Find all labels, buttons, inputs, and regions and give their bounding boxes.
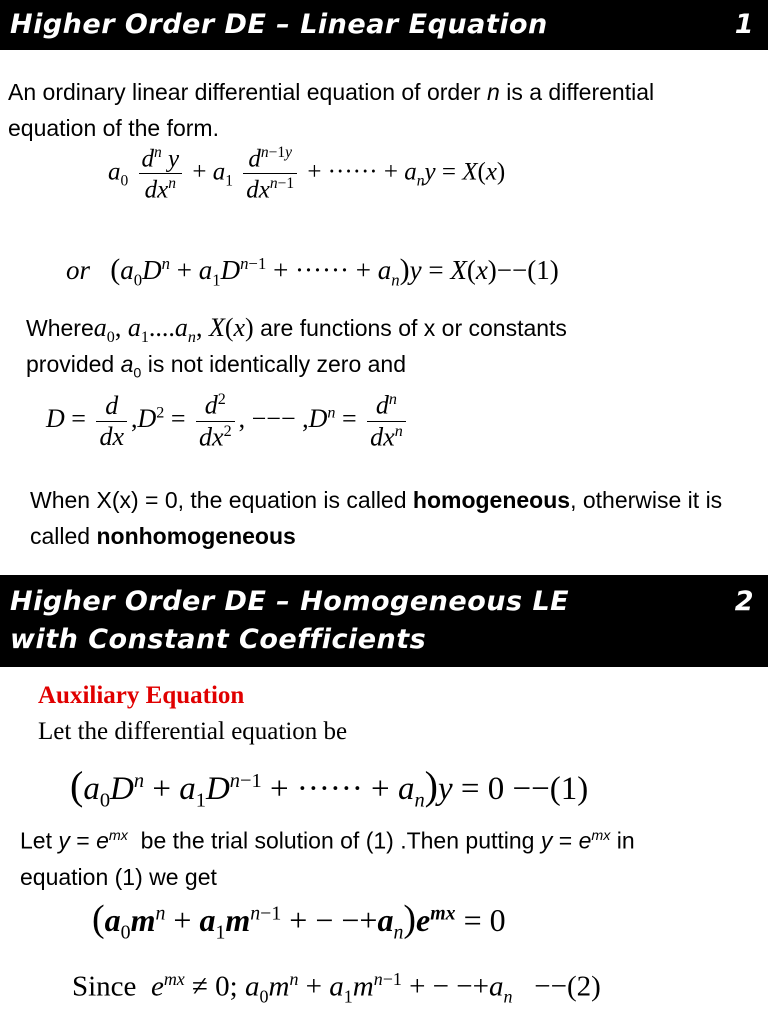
slide2-title-line1: Higher Order DE – Homogeneous LE: [10, 586, 570, 617]
equation-homogeneous: ($a_0D^n + a_1D^{n-1}$ + ······ + $a_n)y = 0 --(1)$: [70, 763, 589, 812]
slide2-number: 2: [734, 586, 754, 617]
equation-general-form: $a_0$ $\frac{d^n y}{dx^n}$ + $a_1$ $\frac{d^{n-1y}}{dx^{n-1}}$ + ······ + $a_ny = X(x)$: [108, 144, 506, 204]
equation-since: Since $e^{mx} \ne 0$; $a_0m^n + a_1m^{n-1}$ + − $-+a_n --(2)$: [72, 969, 601, 1007]
auxiliary-equation-heading: Auxiliary Equation: [38, 682, 245, 709]
let-text: Let the differential equation be: [38, 718, 348, 745]
equation-operator-form: or ($a_0D^n + a_1D^{n-1}$ + ······ + $a_n)y = X(x)--(1)$: [66, 253, 559, 290]
trial-solution-text: Let $y = e^{mx}$ be the trial solution of (1) .Then putting $y = e^{mx}$ in equation (1) we get: [20, 827, 635, 890]
provided-line: provided $a_0$ is not identically zero and: [26, 351, 407, 382]
operator-definitions: D = $\frac{d}{dx}$ $,D^2$ = $\frac{d^2}{dx^2}$ , −−− $,D^n$ = $\frac{d^n}{dx^n}$: [46, 392, 410, 450]
homogeneous-term: homogeneous: [412, 487, 571, 513]
slide1-number: 1: [734, 9, 754, 40]
slide2-title-bar: [0, 575, 768, 667]
nonhomogeneous-term: nonhomogeneous: [96, 523, 296, 549]
slide2-title-line2: with Constant Coefficients: [10, 624, 427, 655]
where-line: Wherea$_0$, $a_1....a_n$, X(x) are functions of x or constants: [26, 313, 567, 347]
slide1-intro: An ordinary linear differential equation of order n is a differential equation of the form.: [8, 79, 655, 141]
equation-substituted: ($a_0m^n + a_1m^{n-1}$ + − $-+a_n)e^{mx} = 0$: [92, 898, 506, 944]
slide1-title-bar: [0, 0, 768, 50]
since-label: Since: [72, 970, 137, 1003]
homogeneous-definition: When X(x) = 0, the equation is called homogeneous, otherwise it is called nonhomogeneous: [30, 487, 723, 549]
slide1-title: Higher Order DE – Linear Equation: [10, 9, 548, 40]
or-label: or: [66, 255, 91, 285]
